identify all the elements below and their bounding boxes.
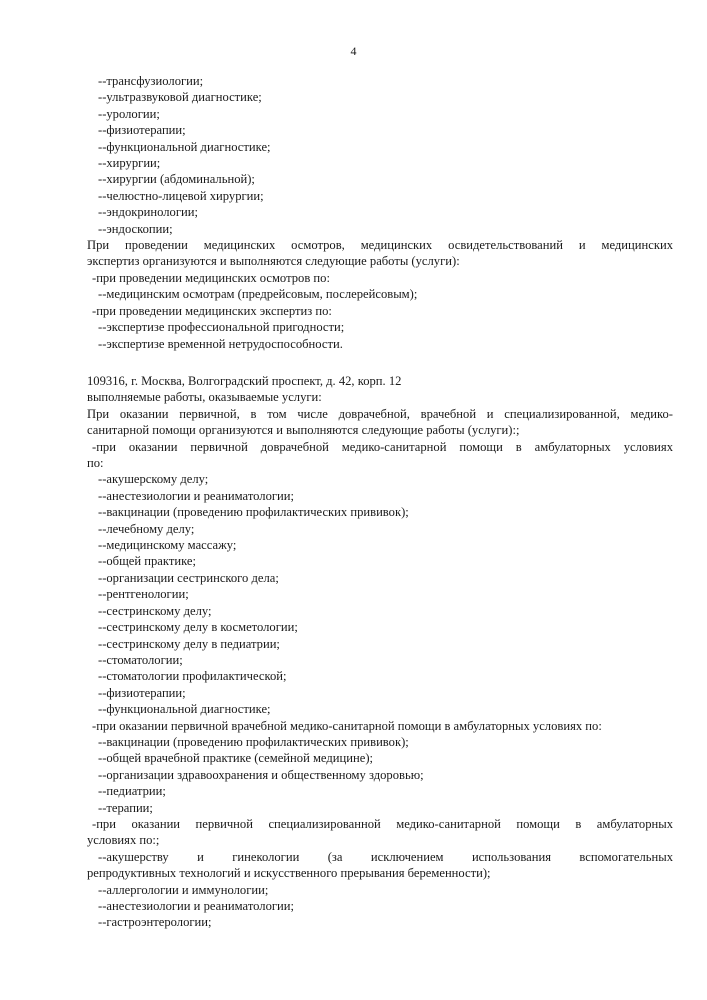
page-number: 4 xyxy=(350,44,357,58)
paragraph-line: При оказании первичной, в том числе доврачебной, врачебной и специализированной, медико- xyxy=(87,406,673,421)
address: 109316, г. Москва, Волгоградский проспект, д. 42, корп. 12 xyxy=(87,374,402,388)
list-item: --ультразвуковой диагностике; xyxy=(98,90,262,105)
list-item: --аллергологии и иммунологии; xyxy=(98,882,269,897)
list-item: --лечебному делу; xyxy=(98,521,195,536)
list-item: --экспертизе профессиональной пригодности; xyxy=(98,320,345,335)
list-item: --рентгенологии; xyxy=(98,587,189,602)
sub-heading: -при проведении медицинских осмотров по: xyxy=(92,270,330,285)
list-item: --акушерству и гинекологии (за исключением использования вспомогательных xyxy=(98,849,673,864)
list-item: --организации здравоохранения и общественному здоровью; xyxy=(98,767,424,782)
list-item: --терапии; xyxy=(98,800,153,815)
list-item: --эндокринологии; xyxy=(98,205,198,220)
list-item: --хирургии; xyxy=(98,156,161,171)
list-item: --трансфузиологии; xyxy=(98,74,204,88)
list-item: --функциональной диагностике; xyxy=(98,702,271,717)
list-item: --стоматологии профилактической; xyxy=(98,669,287,684)
list-item: --организации сестринского дела; xyxy=(98,570,279,585)
sub-heading: -при оказании первичной врачебной медико-санитарной помощи в амбулаторных условиях по: xyxy=(92,718,602,733)
paragraph-line: При проведении медицинских осмотров, медицинских освидетельствований и медицинских xyxy=(87,238,673,253)
list-item: --вакцинации (проведению профилактических прививок); xyxy=(98,505,409,520)
list-item: --челюстно-лицевой хирургии; xyxy=(98,188,264,203)
sub-heading: -при оказании первичной доврачебной медико-санитарной помощи в амбулаторных условиях xyxy=(92,439,673,454)
list-item: --стоматологии; xyxy=(98,652,183,667)
paragraph-line: экспертиз организуются и выполняются следующие работы (услуги): xyxy=(87,254,460,269)
list-item: --сестринскому делу в педиатрии; xyxy=(98,636,280,651)
list-item: --общей практике; xyxy=(98,554,196,569)
list-item: --сестринскому делу; xyxy=(98,603,212,618)
list-item: --гастроэнтерологии; xyxy=(98,915,212,930)
list-item: --вакцинации (проведению профилактических прививок); xyxy=(98,734,409,749)
list-item: --физиотерапии; xyxy=(98,685,186,700)
section-2 xyxy=(87,373,673,931)
list-item: --медицинскому массажу; xyxy=(98,538,237,553)
list-item: --анестезиологии и реаниматологии; xyxy=(98,899,295,913)
list-item: --физиотерапии; xyxy=(98,123,186,138)
list-item: --хирургии (абдоминальной); xyxy=(98,172,255,187)
list-item: --общей врачебной практике (семейной медицине); xyxy=(98,751,374,766)
list-item: --урологии; xyxy=(98,106,160,121)
sub-heading: -при оказании первичной специализированной медико-санитарной помощи в амбулаторных xyxy=(92,816,673,831)
sub-heading: по: xyxy=(87,456,104,471)
list-item: --функциональной диагностике; xyxy=(98,139,271,154)
works-label: выполняемые работы, оказываемые услуги: xyxy=(87,390,322,405)
paragraph-line: санитарной помощи организуются и выполняются следующие работы (услуги):; xyxy=(87,423,520,438)
sub-heading: условиях по:; xyxy=(87,833,160,848)
list-item-continuation: репродуктивных технологий и искусственного прерывания беременности); xyxy=(87,866,491,881)
list-item: --эндоскопии; xyxy=(98,221,173,236)
section-1 xyxy=(87,73,673,352)
list-item: --экспертизе временной нетрудоспособности. xyxy=(98,336,343,351)
list-item: --акушерскому делу; xyxy=(98,472,209,487)
list-item: --педиатрии; xyxy=(98,784,166,799)
list-item: --медицинским осмотрам (предрейсовым, послерейсовым); xyxy=(98,287,418,302)
list-item: --сестринскому делу в косметологии; xyxy=(98,620,298,635)
list-item: --анестезиологии и реаниматологии; xyxy=(98,488,295,503)
sub-heading: -при проведении медицинских экспертиз по: xyxy=(92,303,332,318)
